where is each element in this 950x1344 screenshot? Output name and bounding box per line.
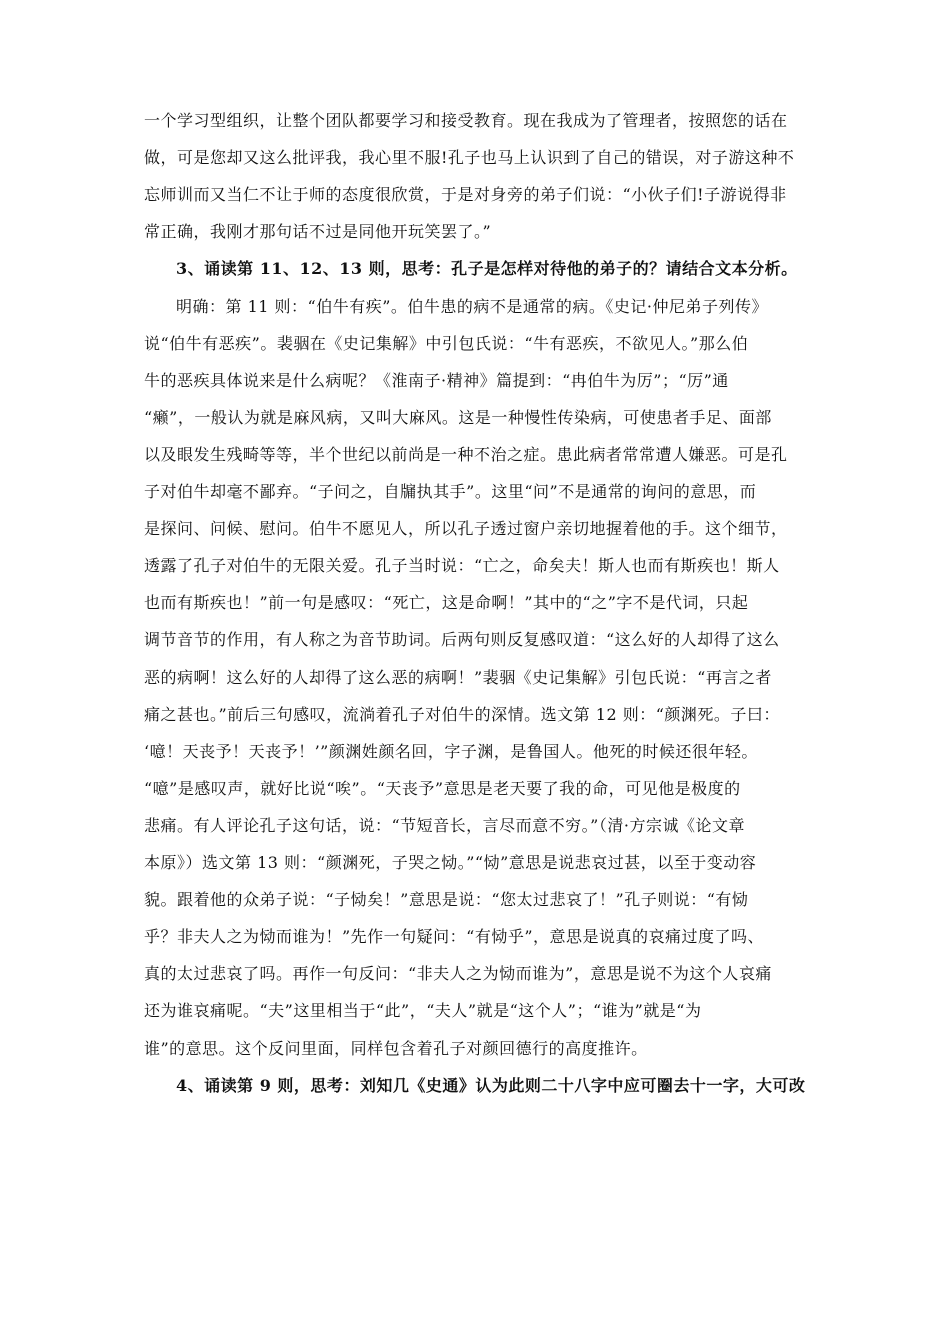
paragraph-line: 调节音节的作用，有人称之为音节助词。后两句则反复感叹道：“这么好的人却得了这么: [144, 630, 780, 649]
paragraph-line: 真的太过悲哀了吗。再作一句反问：“非夫人之为恸而谁为”，意思是说不为这个人哀痛: [144, 964, 772, 983]
paragraph-line: 一个学习型组织，让整个团队都要学习和接受教育。现在我成为了管理者，按照您的话在: [144, 111, 788, 130]
paragraph-line: 常正确，我刚才那句话不过是同他开玩笑罢了。”: [144, 222, 492, 241]
paragraph-line: 谁”的意思。这个反问里面，同样包含着孔子对颜回德行的高度推许。: [144, 1039, 648, 1058]
paragraph-line: 恶的病啊！这么好的人却得了这么恶的病啊！”裴骃《史记集解》引包氏说：“再言之者: [144, 668, 772, 687]
paragraph-line: 子对伯牛却毫不鄙弃。“子问之，自牖执其手”。这里“问”不是通常的询问的意思，而: [144, 482, 757, 501]
paragraph-line: 牛的恶疾具体说来是什么病呢？《淮南子·精神》篇提到：“冉伯牛为厉”；“厉”通: [144, 371, 729, 390]
paragraph-line: 忘师训而又当仁不让于师的态度很欣赏，于是对身旁的弟子们说：“小伙子们!子游说得非: [144, 185, 787, 204]
question-heading: 4、诵读第 9 则，思考：刘知几《史通》认为此则二十八字中应可圈去十一字，大可改: [176, 1076, 806, 1095]
paragraph-line: 透露了孔子对伯牛的无限关爱。孔子当时说：“亡之，命矣夫！斯人也而有斯疾也！斯人: [144, 556, 780, 575]
paragraph-line: 说“伯牛有恶疾”。裴骃在《史记集解》中引包氏说：“牛有恶疾，不欲见人。”那么伯: [144, 334, 749, 353]
paragraph-line: 以及眼发生残畸等等，半个世纪以前尚是一种不治之症。患此病者常常遭人嫌恶。可是孔: [144, 445, 788, 464]
paragraph-line: 貌。跟着他的众弟子说：“子恸矣！”意思是说：“您太过悲哀了！”孔子则说：“有恸: [144, 890, 749, 909]
paragraph-line: 也而有斯疾也！”前一句是感叹：“死亡，这是命啊！”其中的“之”字不是代词，只起: [144, 593, 749, 612]
question-heading: 3、诵读第 11、12、13 则，思考：孔子是怎样对待他的弟子的？请结合文本分析。: [176, 259, 798, 278]
paragraph-line: 还为谁哀痛呢。“夫”这里相当于“此”，“夫人”就是“这个人”；“谁为”就是“为: [144, 1001, 702, 1020]
paragraph-line: 明确：第 11 则：“伯牛有疾”。伯牛患的病不是通常的病。《史记·仲尼弟子列传》: [176, 297, 768, 316]
paragraph-line: 乎？非夫人之为恸而谁为！”先作一句疑问：“有恸乎”，意思是说真的哀痛过度了吗、: [144, 927, 765, 946]
paragraph-line: ‘噫！天丧予！天丧予！’”颜渊姓颜名回，字子渊，是鲁国人。他死的时候还很年轻。: [144, 742, 758, 761]
paragraph-line: 是探问、问候、慰问。伯牛不愿见人，所以孔子透过窗户亲切地握着他的手。这个细节，: [144, 519, 788, 538]
paragraph-line: 做，可是您却又这么批评我，我心里不服!孔子也马上认识到了自己的错误，对子游这种不: [144, 148, 795, 167]
paragraph-line: 本原》）选文第 13 则：“颜渊死，子哭之恸。”“恸”意思是说悲哀过甚，以至于变动容: [144, 853, 757, 872]
paragraph-line: 痛之甚也。”前后三句感叹，流淌着孔子对伯牛的深情。选文第 12 则：“颜渊死。子曰：: [144, 705, 780, 724]
paragraph-line: “噫”是感叹声，就好比说“唉”。“天丧予”意思是老天要了我的命，可见他是极度的: [144, 779, 741, 798]
paragraph-line: 悲痛。有人评论孔子这句话，说：“节短音长，言尽而意不穷。”（清·方宗诚《论文章: [144, 816, 745, 835]
paragraph-line: “癞”，一般认为就是麻风病，又叫大麻风。这是一种慢性传染病，可使患者手足、面部: [144, 408, 772, 427]
